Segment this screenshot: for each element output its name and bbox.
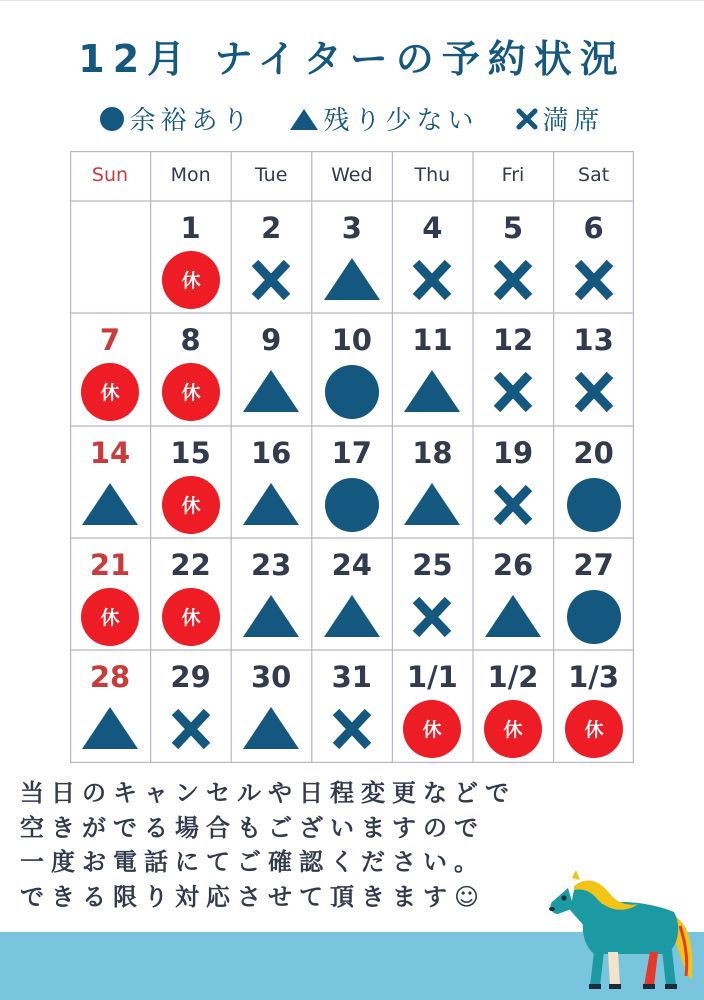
calendar-day-cell (70, 426, 150, 538)
day-number: 9 (261, 323, 282, 357)
weekday-header: Wed (331, 164, 373, 186)
calendar-day-cell (554, 650, 634, 762)
few-left-triangle-icon (80, 700, 140, 758)
calendar-day-cell (70, 313, 150, 425)
day-number: 12 (492, 323, 534, 357)
weekday-header: Sun (91, 164, 129, 186)
weekday-header: Sat (578, 164, 610, 186)
cross-icon (515, 107, 539, 131)
circle-icon (99, 106, 125, 132)
triangle-icon (289, 106, 319, 132)
closed-badge-icon (161, 251, 221, 309)
closed-label: 休 (181, 495, 201, 517)
closed-label: 休 (422, 719, 442, 741)
calendar-day-cell (392, 538, 472, 650)
closed-label: 休 (181, 382, 201, 404)
calendar-day-cell (312, 538, 392, 650)
notice-line: できる限り対応させて頂きます☺ (20, 882, 487, 911)
calendar-day-cell (231, 426, 311, 538)
legend-available-label: 余裕あり (129, 106, 254, 136)
calendar-day-cell (151, 201, 231, 313)
calendar-day-cell (70, 538, 150, 650)
available-circle-icon (322, 476, 382, 534)
day-number: 1/1 (406, 660, 458, 694)
closed-label: 休 (181, 270, 201, 292)
closed-badge-icon (80, 363, 140, 421)
calendar-day-cell (473, 426, 553, 538)
calendar-day-cell (151, 650, 231, 762)
weekday-header: Tue (254, 164, 288, 186)
few-left-triangle-icon (322, 251, 382, 309)
calendar-day-cell (554, 538, 634, 650)
legend-few-left-label: 残り少ない (323, 106, 479, 136)
day-number: 30 (251, 660, 292, 694)
legend-full-label: 満席 (542, 106, 605, 136)
top-divider (0, 0, 704, 1)
few-left-triangle-icon (241, 476, 301, 534)
day-number: 1 (180, 211, 201, 245)
closed-badge-icon (161, 588, 221, 646)
day-number: 19 (492, 436, 534, 470)
available-circle-icon (322, 363, 382, 421)
few-left-triangle-icon (241, 700, 301, 758)
day-number: 11 (412, 323, 453, 357)
calendar-day-cell (312, 650, 392, 762)
few-left-triangle-icon (80, 476, 140, 534)
closed-badge-icon (161, 363, 221, 421)
closed-label: 休 (503, 719, 523, 741)
full-cross-icon (402, 588, 462, 646)
day-number: 24 (331, 548, 372, 582)
full-cross-icon (241, 251, 301, 309)
weekday-header: Mon (170, 164, 211, 186)
full-cross-icon (161, 700, 221, 758)
full-cross-icon (322, 700, 382, 758)
few-left-triangle-icon (322, 588, 382, 646)
calendar-day-cell (312, 313, 392, 425)
day-number: 1/2 (487, 660, 539, 694)
calendar-day-cell (312, 426, 392, 538)
day-number: 27 (573, 548, 614, 582)
calendar-day-cell (151, 426, 231, 538)
few-left-triangle-icon (483, 588, 543, 646)
closed-badge-icon (483, 700, 543, 758)
few-left-triangle-icon (241, 363, 301, 421)
day-number: 14 (89, 436, 131, 470)
calendar-day-cell (392, 650, 472, 762)
calendar-day-cell (312, 201, 392, 313)
full-cross-icon (564, 363, 624, 421)
legend-few-left (289, 100, 478, 137)
notice-line: 一度お電話にてご確認ください。 (20, 848, 485, 876)
weekday-header: Fri (501, 164, 525, 186)
day-number: 28 (89, 660, 131, 694)
day-number: 15 (170, 436, 211, 470)
day-number: 31 (331, 660, 372, 694)
calendar-day-cell (392, 313, 472, 425)
calendar-day-cell (70, 650, 150, 762)
legend-available (99, 100, 253, 137)
day-number: 25 (412, 548, 453, 582)
day-number: 4 (422, 211, 443, 245)
notice-line: 当日のキャンセルや日程変更などで (20, 779, 516, 807)
closed-badge-icon (161, 476, 221, 534)
weekday-header: Thu (414, 164, 451, 186)
day-number: 6 (583, 211, 604, 245)
horse-icon (534, 868, 704, 1000)
calendar-day-cell (70, 201, 150, 313)
calendar-day-cell (151, 313, 231, 425)
full-cross-icon (483, 251, 543, 309)
few-left-triangle-icon (402, 476, 462, 534)
day-number: 3 (341, 211, 362, 245)
day-number: 29 (170, 660, 211, 694)
day-number: 10 (331, 323, 372, 357)
calendar-day-cell (554, 313, 634, 425)
calendar-day-cell (392, 201, 472, 313)
notice-line: 空きがでる場合もございますので (20, 813, 485, 842)
full-cross-icon (483, 476, 543, 534)
day-number: 7 (99, 323, 121, 357)
day-number: 26 (492, 548, 534, 582)
day-number: 20 (573, 436, 614, 470)
full-cross-icon (483, 363, 543, 421)
available-circle-icon (564, 476, 624, 534)
calendar-day-cell (473, 650, 553, 762)
legend-full (515, 100, 605, 137)
closed-label: 休 (181, 607, 201, 629)
full-cross-icon (564, 251, 624, 309)
day-number: 22 (170, 548, 211, 582)
closed-label: 休 (100, 607, 120, 629)
calendar-day-cell (554, 426, 634, 538)
calendar-day-cell (231, 313, 311, 425)
day-number: 5 (502, 211, 524, 245)
calendar-day-cell (473, 538, 553, 650)
day-number: 17 (331, 436, 372, 470)
available-circle-icon (564, 588, 624, 646)
day-number: 18 (412, 436, 453, 470)
calendar (70, 151, 634, 763)
closed-badge-icon (564, 700, 624, 758)
few-left-triangle-icon (241, 588, 301, 646)
day-number: 16 (251, 436, 292, 470)
day-number: 13 (573, 323, 614, 357)
calendar-day-cell (554, 201, 634, 313)
day-number: 1/3 (568, 660, 620, 694)
closed-badge-icon (402, 700, 462, 758)
full-cross-icon (402, 251, 462, 309)
calendar-day-cell (473, 201, 553, 313)
calendar-day-cell (392, 426, 472, 538)
calendar-day-cell (231, 538, 311, 650)
day-number: 23 (251, 548, 292, 582)
day-number: 21 (89, 548, 131, 582)
calendar-day-cell (231, 201, 311, 313)
day-number: 2 (261, 211, 282, 245)
calendar-day-cell (473, 313, 553, 425)
page-title: 12月 ナイターの予約状況 (78, 37, 626, 81)
day-number: 8 (180, 323, 201, 357)
closed-badge-icon (80, 588, 140, 646)
calendar-day-cell (151, 538, 231, 650)
closed-label: 休 (584, 719, 604, 741)
legend (0, 100, 704, 137)
calendar-day-cell (231, 650, 311, 762)
few-left-triangle-icon (402, 363, 462, 421)
closed-label: 休 (100, 382, 120, 404)
